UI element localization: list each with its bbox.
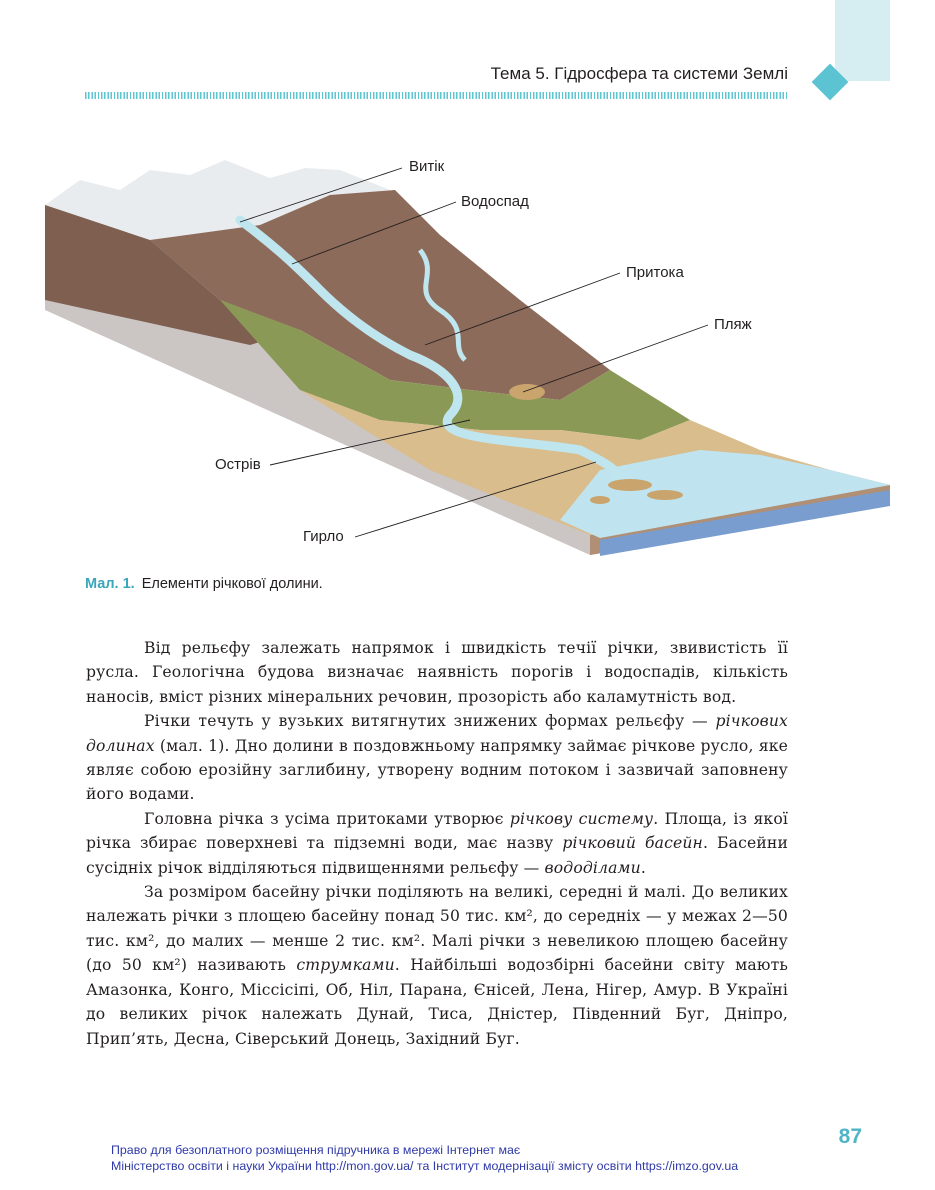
label-tributary: Притока (626, 264, 684, 281)
term-river-basin: річковий басейн (562, 834, 703, 853)
label-mouth: Гирло (303, 528, 344, 545)
page-number: 87 (838, 1125, 862, 1148)
label-source: Витік (409, 158, 445, 175)
paragraph-3: Головна річка з усіма притоками утворює річкову систему. Площа, із якої річка збирає поверхневі та підземні води, має назву річковий басейн. Басейни сусідніх річок відділяються підвищеннями рельєфу — вододілами. (86, 809, 789, 877)
paragraph-1: Від рельєфу залежать напрямок і швидкість течії річки, звивистість її русла. Геологічна будова визначає наявність порогів і водоспадів, кількість наносів, вміст різних мінеральних речовин, прозорість або каламутність вод. (86, 639, 788, 706)
term-watersheds: вододілами (544, 858, 641, 877)
footer-line-1: Право для безоплатного розміщення підручника в мережі Інтернет має (111, 1143, 521, 1157)
label-beach: Пляж (714, 316, 752, 333)
body-text (86, 636, 788, 1051)
corner-tab (835, 0, 890, 81)
term-river-valleys: річкових долинах (86, 712, 788, 755)
figure-caption-text: Елементи річкової долини. (141, 576, 323, 592)
header-rule (85, 92, 788, 99)
label-waterfall: Водоспад (461, 193, 529, 210)
figure-caption (85, 576, 323, 592)
footer-line-2: Міністерство освіти і науки України http://mon.gov.ua/ та Інститут модернізації змісту освіти https://imzo.gov.ua (111, 1159, 739, 1173)
term-river-system: річкову систему (509, 809, 654, 828)
paragraph-2: Річки течуть у вузьких витягнутих знижених формах рельєфу — річкових долинах (мал. 1). Дно долини в поздовжньому напрямку займає річкове русло, яке являє собою ерозійну заглибину, утворену водним потоком і зазвичай заповнену його водами. (86, 712, 788, 804)
label-island: Острів (215, 456, 261, 473)
term-streams: струмками (296, 956, 395, 975)
river-valley-illustration (40, 150, 900, 570)
footer-notice (111, 1142, 738, 1174)
chapter-title: Тема 5. Гідросфера та системи Землі (490, 64, 788, 83)
figure-number: Мал. 1. (85, 576, 135, 592)
paragraph-4: За розміром басейну річки поділяють на великі, середні й малі. До великих належать річки з площею басейну понад 50 тис. км², до середніх — у межах 2—50 тис. км², до малих — менше 2 тис. км². Малі річки з невеликою площею басейну (до 50 км²) називають струмками. Найбільші водозбірні басейни світу мають Амазонка, Конго, Міссісіпі, Об, Ніл, Парана, Єнісей, Лена, Нігер, Амур. В Україні до великих річок належать Дунай, Тиса, Дністер, Південний Буг, Дніпро, Прип’ять, Десна, Сіверський Донець, Західний Буг. (86, 883, 788, 1048)
